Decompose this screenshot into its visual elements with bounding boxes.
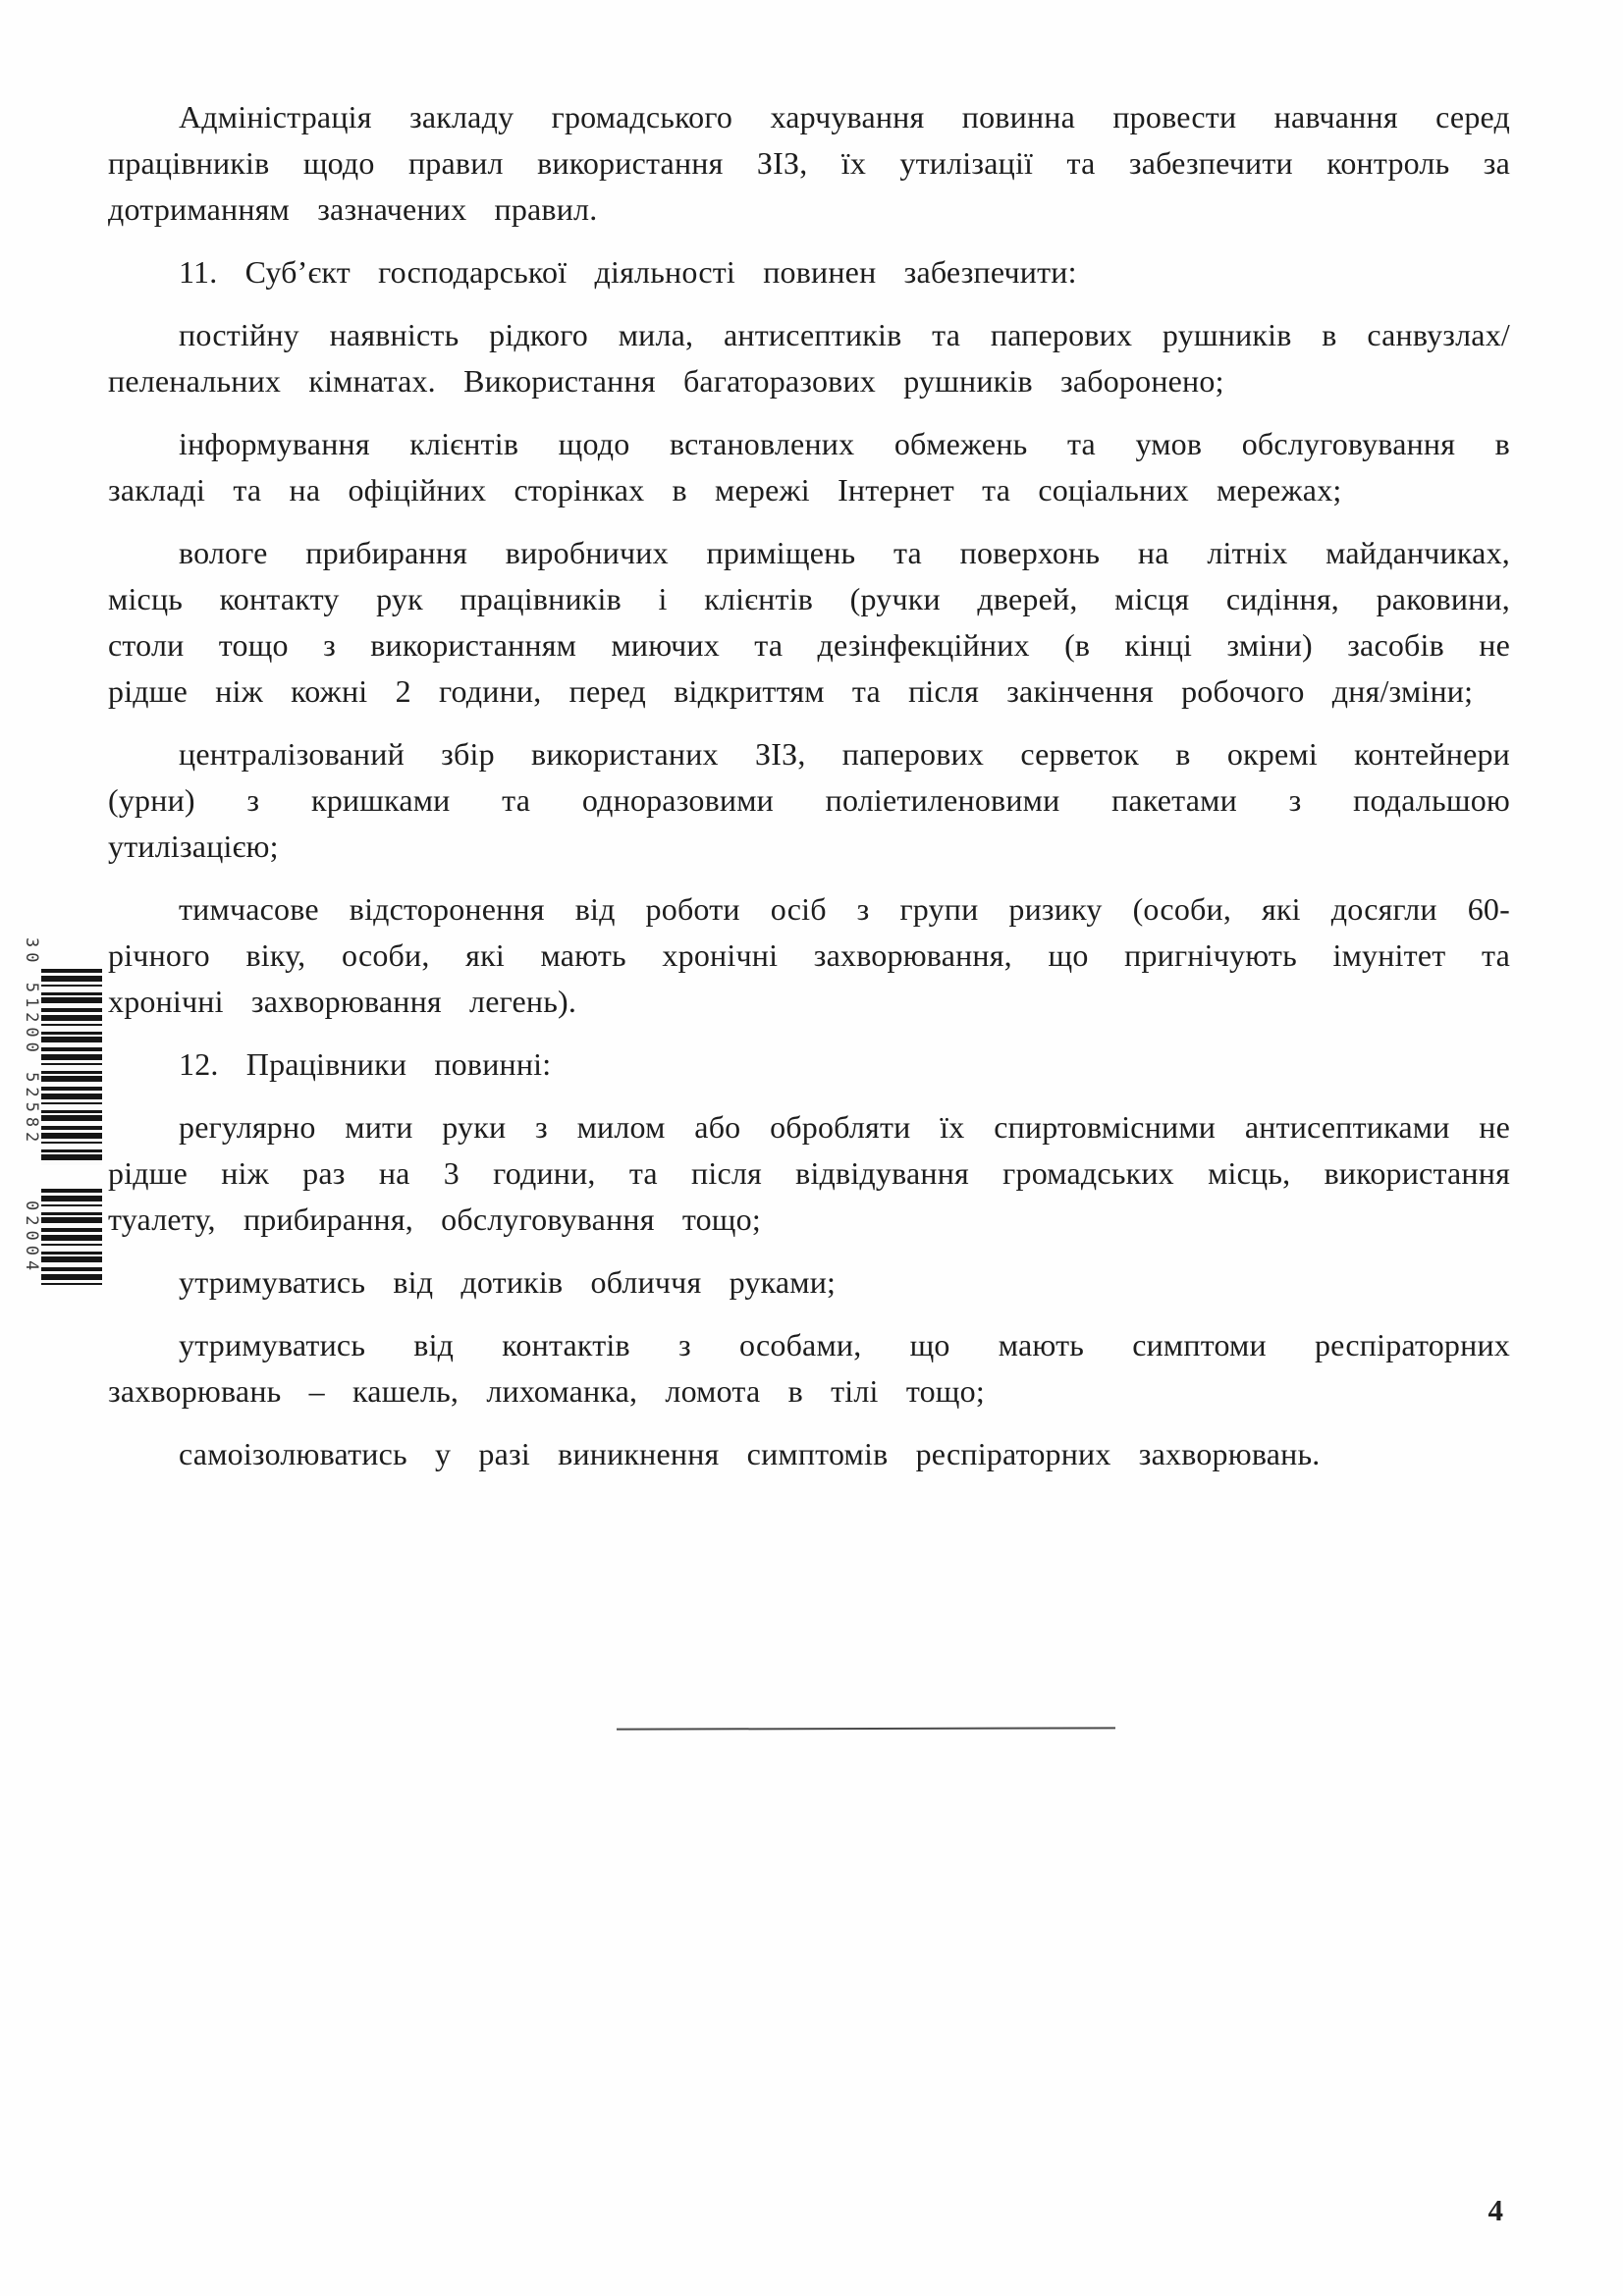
barcode-primary (20, 937, 114, 1175)
barcode-icon (41, 969, 102, 1165)
paragraph: регулярно мити руки з милом або обробляти їх спиртовмісними антисептиками не рідше ніж раз на 3 години, та після відвідування громадських місць, використання туалету, прибирання, обслуговування тощо; (108, 1109, 1510, 1237)
paragraph: Адміністрація закладу громадського харчування повинна провести навчання серед працівників щодо правил використання ЗІЗ, їх утилізації та забезпечити контроль за дотриманням зазначених правил. (108, 99, 1510, 227)
document-text (108, 94, 1510, 1494)
paragraph: постійну наявність рідкого мила, антисептиків та паперових рушників в санвузлах/пеленальних кімнатах. Використання багаторазових рушників заборонено; (108, 317, 1510, 399)
barcode-secondary (20, 1187, 114, 1287)
paragraph: утримуватись від контактів з особами, що мають симптоми респіраторних захворювань – кашель, лихоманка, ломота в тілі тощо; (108, 1327, 1510, 1409)
barcode-strip (20, 937, 114, 1287)
barcode-primary-number: 30 51200 52582 (22, 937, 41, 1148)
paragraph: інформування клієнтів щодо встановлених обмежень та умов обслуговування в закладі та на офіційних сторінках в мережі Інтернет та соціальних мережах; (108, 426, 1510, 507)
paragraph: централізований збір використаних ЗІЗ, паперових серветок в окремі контейнери (урни) з кришками та одноразовими поліетиленовими пакетами з подальшою утилізацією; (108, 736, 1510, 864)
barcode-secondary-number: 02004 (22, 1201, 41, 1276)
paragraph: 11. Суб’єкт господарської діяльності повинен забезпечити: (179, 254, 1077, 290)
separator-line (617, 1727, 1115, 1730)
paragraph: тимчасове відсторонення від роботи осіб з групи ризику (особи, які досягли 60-річного віку, особи, які мають хронічні захворювання, що пригнічують імунітет та хронічні захворювання легень). (108, 891, 1510, 1019)
page-number: 4 (1488, 2193, 1503, 2227)
paragraph: утримуватись від дотиків обличчя руками; (179, 1264, 837, 1300)
paragraph: вологе прибирання виробничих приміщень та поверхонь на літніх майданчиках, місць контакту рук працівників і клієнтів (ручки дверей, місця сидіння, раковини, столи тощо з використанням миючих та дезінфекційних (в кінці зміни) засобів не рідше ніж кожні 2 години, перед відкриттям та після закінчення робочого дня/зміни; (108, 535, 1510, 709)
paragraph: самоізолюватись у разі виникнення симптомів респіраторних захворювань. (179, 1436, 1321, 1471)
barcode-icon (41, 1189, 102, 1285)
paragraph: 12. Працівники повинні: (179, 1046, 552, 1082)
